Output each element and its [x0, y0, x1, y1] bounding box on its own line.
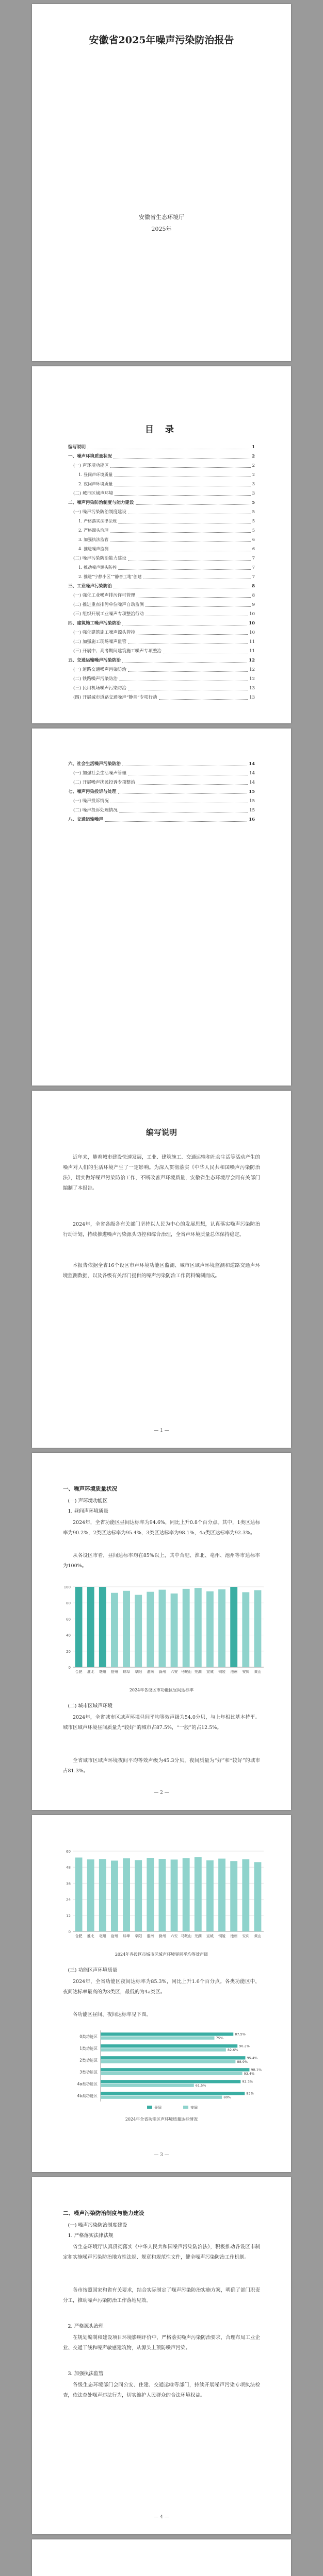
x-tick-label: 池州 [230, 1934, 238, 1938]
data-label: 93.4% [244, 2071, 255, 2076]
bar [101, 2092, 245, 2095]
daytime-compliance-bar-chart [55, 1582, 268, 1685]
toc-entry-text: 七、噪声污染投诉与处理 [68, 789, 117, 794]
body-paragraph: 2024年，全省功能区夜间达标率为85.3%，同比上升1.6个百分点。各类功能区中，夜间达标率最高的为3类区，最低的为4a类区。 [63, 1979, 260, 1995]
toc-entry-page: 15 [249, 789, 255, 794]
toc-entry[interactable] [68, 693, 255, 702]
section-1-page [32, 1453, 291, 1810]
toc-entry[interactable] [68, 609, 255, 619]
toc-entry[interactable] [68, 554, 255, 563]
toc-entry[interactable] [68, 470, 255, 480]
x-tick-label: 安庆 [242, 1670, 250, 1674]
toc-entry-text: (一) 声环境功能区 [73, 463, 109, 468]
foreword-paragraph: 2024年，全省各级各有关部门坚持以人民为中心的发展思想，认真落实噪声污染防治行动计划，持续推进噪声污染源头防控和综合治理，全省声环境质量总体保持稳定。 [63, 1222, 260, 1238]
toc-entry-page: 8 [252, 593, 255, 598]
data-label: 88.9% [237, 2059, 248, 2064]
bar [111, 1860, 118, 1931]
foreword-paragraph: 近年来，随着城市建设快速发展，工业、建筑施工、交通运输和社会生活等活动产生的噪声对人们的生活环境产生了一定影响。为深入贯彻落实《中华人民共和国噪声污染防治法》，切实做好噪声污染防治工作，不断改善声环境质量，安徽省生态环境厅会同有关部门编制了本报告。 [63, 1155, 260, 1191]
toc-entry-text: (二) 噪声投诉处理情况 [73, 808, 118, 813]
y-tick-label: 80 [66, 1601, 71, 1606]
toc-entry[interactable] [68, 674, 255, 684]
x-tick-label: 宣城 [206, 1670, 214, 1674]
toc-entry[interactable] [68, 563, 255, 572]
toc-entry[interactable] [68, 480, 255, 489]
toc-entry-page: 11 [249, 649, 255, 654]
x-tick-label: 合肥 [75, 1934, 83, 1938]
bar [147, 1592, 154, 1667]
y-tick-label: 4a类功能区 [77, 2081, 98, 2087]
toc-entry-page: 5 [252, 510, 255, 515]
toc-entry-text: 1. 昼间声环境质量 [78, 472, 113, 477]
toc-entry[interactable] [68, 535, 255, 545]
toc-entry-text: 2. 推进“宁静小区”“静音工地”创建 [78, 574, 142, 579]
chart-caption: 2024年全省功能区声环境质量达标情况 [125, 2117, 198, 2122]
x-tick-label: 蚌埠 [123, 1934, 131, 1938]
toc-entry[interactable] [68, 507, 255, 517]
toc-entry[interactable] [68, 684, 255, 693]
body-paragraph: 各市按照国家和省有关要求，结合实际制定了噪声污染防治实施方案，明确了部门职责分工，推动噪声污染防治工作落地见效。 [63, 2287, 260, 2303]
legend-swatch [147, 2106, 152, 2109]
x-tick-label: 阜阳 [135, 1670, 142, 1674]
body-paragraph: 2024年，全省功能区昼间达标率为94.6%，同比上升0.8个百分点。其中，1类区达标率为90.2%，2类区达标率为95.4%，3类区达标率为98.1%，4a类区达标率为92.3%。 [63, 1520, 260, 1536]
toc-entry-page: 1 [252, 445, 255, 450]
bar [230, 1587, 237, 1667]
x-tick-label: 淮南 [147, 1670, 154, 1674]
toc-entry-text: (二) 推进重点排污单位噪声自动监测 [73, 602, 144, 607]
bar [99, 1587, 106, 1667]
y-tick-label: 3类功能区 [79, 2070, 98, 2075]
toc-entry-text: (一) 噪声污染防治制度建设 [73, 510, 126, 515]
toc-entry[interactable] [68, 572, 255, 582]
toc-entry-text: 二、噪声污染防治制度与能力建设 [68, 500, 134, 505]
data-label: 61.5% [195, 2083, 206, 2088]
bar [87, 1859, 94, 1931]
x-tick-label: 马鞍山 [181, 1670, 192, 1674]
toc-entry[interactable] [68, 461, 255, 470]
subsection-heading: (一) 噪声污染防治制度建设 [68, 2223, 127, 2228]
section-heading: 一、噪声环境质量状况 [63, 1486, 117, 1492]
data-label: 90.2% [239, 2044, 250, 2048]
x-tick-label: 芜湖 [194, 1670, 202, 1674]
bar [135, 1860, 142, 1931]
toc-entry-text: (四) 开展城市道路交通噪声“静音”专项行动 [73, 695, 157, 700]
toc-entry[interactable] [68, 591, 255, 600]
toc-entry[interactable] [68, 545, 255, 554]
toc-entry-page: 5 [252, 528, 255, 533]
toc-entry-text: (三) 组织开展工业噪声专项整治行动 [73, 612, 144, 617]
x-tick-label: 芜湖 [194, 1934, 202, 1938]
toc-entry[interactable] [68, 452, 255, 461]
bar [135, 1595, 142, 1667]
bar [101, 2084, 194, 2087]
toc-entry-page: 13 [249, 686, 255, 691]
toc-entry-page: 10 [249, 612, 255, 617]
bar [123, 1591, 130, 1667]
toc-entry-page: 7 [252, 556, 255, 561]
x-tick-label: 铜陵 [218, 1670, 226, 1674]
chart-caption: 2024年各设区市城市区域声环境昼间平均等效声级 [115, 1952, 208, 1957]
toc-entry-text: (一) 噪声投诉情况 [73, 799, 109, 804]
bar [171, 1859, 178, 1931]
toc-entry[interactable] [68, 443, 255, 452]
y-tick-label: 4b类功能区 [77, 2093, 98, 2098]
toc-leader-dots [110, 467, 251, 468]
toc-entry[interactable] [68, 637, 255, 647]
toc-entry-page: 2 [252, 454, 255, 459]
bar [101, 2060, 235, 2063]
bar [101, 2068, 249, 2071]
toc-entry-page: 16 [249, 817, 255, 822]
toc-entry[interactable] [68, 806, 255, 815]
toc-entry-text: (一) 加强社会生活噪声管理 [73, 771, 126, 776]
y-tick-label: 24 [66, 1897, 71, 1902]
foreword-page [32, 1091, 291, 1448]
bar [75, 1857, 83, 1931]
toc-entry-page: 10 [249, 630, 255, 635]
toc-entry-page: 7 [252, 574, 255, 579]
body-paragraph: 2024年，全省城市区域声环境昼间平均等效声级为54.0分贝，与上年相比基本持平。城市区域声环境昼间质量为“较好”的城市占87.5%，“一般”的占12.5%。 [63, 1715, 260, 1731]
toc-entry-text: 八、交通运输噪声 [68, 817, 104, 822]
toc-entry-text: 五、交通运输噪声污染防治 [68, 658, 121, 663]
bar [101, 2044, 237, 2047]
y-tick-label: 12 [66, 1913, 71, 1918]
toc-entry-page: 13 [249, 695, 255, 700]
x-tick-label: 六安 [170, 1670, 178, 1674]
toc-entry-text: (二) 噪声污染防治能力建设 [73, 556, 126, 561]
data-label: 95.4% [247, 2056, 258, 2060]
toc-entry[interactable] [68, 656, 255, 665]
toc-list-continued [68, 759, 255, 824]
body-paragraph: 从各设区市看，昼间达标率均在85%以上，其中合肥、淮北、亳州、池州等市达标率为100%。 [63, 1553, 260, 1569]
toc-entry-text: (三) 开展中、高考期间建筑施工噪声专项整治 [73, 649, 162, 654]
x-tick-label: 宿州 [110, 1670, 118, 1674]
bar [183, 1589, 190, 1667]
toc-entry-page: 6 [252, 537, 255, 542]
bar [101, 2032, 233, 2036]
toc-entry-text: 3. 加强执法监管 [78, 537, 109, 542]
bar [242, 1592, 249, 1667]
regional-noise-level-bar-chart [55, 1846, 268, 1949]
toc-entry[interactable] [68, 787, 255, 796]
bar [159, 1859, 166, 1931]
bar [101, 2056, 245, 2059]
toc-leader-dots [128, 671, 248, 672]
toc-entry-text: 1. 严格落实法律法规 [78, 519, 117, 523]
bar [254, 1862, 262, 1931]
bar [101, 2072, 243, 2075]
y-tick-label: 2类功能区 [79, 2058, 98, 2063]
data-label: 98.1% [251, 2067, 262, 2072]
x-tick-label: 安庆 [242, 1934, 250, 1938]
toc-entry-text: 4. 推进噪声监测 [78, 547, 109, 551]
bar [111, 1593, 118, 1667]
x-tick-label: 淮南 [147, 1934, 154, 1938]
x-tick-label: 淮北 [87, 1670, 94, 1674]
bar [218, 1589, 225, 1667]
toc-leader-dots [105, 821, 247, 822]
bar [254, 1590, 262, 1667]
y-tick-label: 36 [66, 1882, 71, 1886]
bar [101, 2080, 240, 2083]
subsubsection-heading: 2. 严格源头治理 [68, 2324, 104, 2329]
body-paragraph: 各功能区昼间、夜间达标率见下图。 [73, 2012, 152, 2018]
toc-entry-text: (二) 开展噪声扰民投诉专项整治 [73, 780, 135, 785]
section-1-page-continued [32, 1815, 291, 2172]
toc-entry-page: 11 [249, 639, 255, 645]
toc-leader-dots [128, 643, 248, 644]
toc-leader-dots [128, 560, 251, 561]
x-tick-label: 宿州 [110, 1934, 118, 1938]
toc-leader-dots [118, 793, 248, 794]
toc-entry-page: 5 [252, 519, 255, 523]
toc-leader-dots [114, 458, 250, 459]
body-paragraph: 各级生态环境部门会同公安、住建、交通运输等部门，持续开展噪声污染专项执法检查，依法查处噪声违法行为，切实维护人民群众的合法环境权益。 [63, 2382, 260, 2398]
toc-entry-page: 15 [249, 799, 255, 804]
x-tick-label: 宣城 [206, 1934, 214, 1938]
toc-entry-text: 六、社会生活噪声污染防治 [68, 761, 121, 767]
cover-page [32, 4, 291, 361]
toc-entry[interactable] [68, 489, 255, 498]
bar [171, 1594, 178, 1667]
y-tick-label: 48 [66, 1866, 71, 1870]
toc-entry-page: 14 [249, 771, 255, 776]
y-tick-label: 0类功能区 [79, 2034, 98, 2039]
toc-entry[interactable] [68, 665, 255, 674]
y-tick-label: 60 [66, 1617, 71, 1622]
bar [242, 1859, 249, 1931]
bar [123, 1858, 130, 1931]
blank-page [32, 2539, 291, 2576]
toc-entry-page: 15 [249, 808, 255, 813]
toc-entry-page: 12 [249, 658, 255, 663]
x-tick-label: 池州 [230, 1670, 238, 1674]
toc-entry-text: (一) 强化工业噪声排污许可管理 [73, 593, 135, 598]
toc-entry-page: 2 [252, 472, 255, 477]
chart-caption: 2024年各设区市功能区昼间达标率 [129, 1688, 194, 1692]
bar [218, 1859, 225, 1931]
data-label: 75% [216, 2036, 223, 2040]
data-label: 80% [223, 2095, 231, 2099]
toc-list [68, 443, 255, 702]
body-paragraph: 全省城市区域声环境夜间平均等效声级为45.3分贝，夜间质量为“好”和“较好”的城市占81.3%。 [63, 1758, 260, 1774]
x-tick-label: 滁州 [158, 1934, 166, 1938]
y-tick-label: 1类功能区 [79, 2046, 98, 2051]
toc-entry-text: 三、工业噪声污染防治 [68, 584, 112, 589]
toc-entry[interactable] [68, 582, 255, 591]
section-heading: 二、噪声污染防治制度与能力建设 [63, 2210, 144, 2216]
x-tick-label: 马鞍山 [181, 1934, 192, 1938]
toc-entry[interactable] [68, 647, 255, 656]
subsection-heading: (三) 功能区声环境质量 [68, 1968, 118, 1973]
page-number: — 3 — [154, 2153, 169, 2158]
bar [99, 1859, 106, 1931]
bar [87, 1587, 94, 1667]
toc-entry[interactable] [68, 526, 255, 535]
bar [195, 1588, 202, 1667]
bar [183, 1858, 190, 1931]
x-tick-label: 六安 [170, 1934, 178, 1938]
page-number: — 1 — [154, 1428, 169, 1433]
bar [101, 2048, 226, 2052]
subsubsection-heading: 1. 严格落实法律法规 [68, 2233, 114, 2239]
toc-leader-dots [110, 532, 251, 533]
toc-leader-dots [122, 662, 247, 663]
body-paragraph: 在规划编制和建设项目环境影响评价中，严格落实噪声污染防治要求，合理布局工业企业、交通干线和噪声敏感建筑物，从源头上预防噪声污染。 [63, 2335, 260, 2351]
y-tick-label: 60 [66, 1850, 71, 1854]
toc-entry[interactable] [68, 600, 255, 609]
page-number: — 2 — [154, 1790, 169, 1795]
x-tick-label: 合肥 [75, 1670, 83, 1674]
toc-leader-dots [136, 504, 251, 505]
x-tick-label: 阜阳 [135, 1934, 142, 1938]
toc-entry-text: (二) 加强施工现场噪声监管 [73, 639, 126, 645]
foreword-paragraph: 本报告依据全省16个设区市声环境功能区监测、城市区域声环境监测和道路交通声环境监测数据，以及各级有关部门提供的噪声污染防治工作资料编制而成。 [63, 1263, 260, 1279]
y-tick-label: 0 [68, 1930, 71, 1934]
toc-entry[interactable] [68, 628, 255, 637]
toc-leader-dots [137, 634, 248, 635]
toc-entry-text: 2. 夜间声环境质量 [78, 482, 113, 486]
y-tick-label: 100 [63, 1585, 71, 1589]
bar [206, 1591, 214, 1667]
report-date: 2025年 [151, 226, 172, 232]
x-tick-label: 滁州 [158, 1670, 166, 1674]
legend-label: 夜间 [190, 2106, 198, 2110]
toc-page [32, 366, 291, 723]
toc-entry-page: 5 [252, 500, 255, 505]
toc-entry-text: 2. 严格源头治理 [78, 528, 109, 533]
bar [101, 2037, 215, 2040]
toc-entry-text: (二) 城市区域声环境 [73, 491, 114, 496]
bar [206, 1860, 214, 1931]
bar [101, 2096, 222, 2099]
toc-entry-page: 2 [252, 463, 255, 468]
toc-page-continued [32, 728, 291, 1086]
bar [230, 1861, 237, 1931]
toc-entry-text: (三) 民用机场噪声污染防治 [73, 686, 126, 691]
toc-entry[interactable] [68, 619, 255, 628]
toc-entry-page: 12 [249, 667, 255, 672]
toc-entry[interactable] [68, 498, 255, 507]
data-label: 87.5% [235, 2032, 246, 2037]
toc-entry-text: (二) 铁路噪声污染防治 [73, 676, 118, 682]
toc-entry-text: 编写说明 [68, 445, 86, 450]
toc-leader-dots [118, 569, 251, 570]
toc-entry-text: (一) 强化建筑施工噪声源头管控 [73, 630, 135, 635]
toc-leader-dots [146, 606, 251, 607]
toc-entry-page: 14 [249, 761, 255, 767]
x-tick-label: 亳州 [99, 1670, 106, 1674]
foreword-title: 编写说明 [146, 1128, 177, 1137]
report-title: 安徽省2025年噪声污染防治报告 [89, 35, 234, 46]
x-tick-label: 亳州 [99, 1934, 106, 1938]
toc-entry-page: 8 [252, 584, 255, 589]
data-label: 92.3% [242, 2079, 253, 2084]
y-tick-label: 20 [66, 1649, 71, 1654]
toc-title: 目 录 [145, 425, 178, 435]
data-label: 82.6% [227, 2047, 238, 2052]
toc-entry-page: 12 [249, 676, 255, 682]
toc-leader-dots [137, 597, 251, 598]
toc-entry-page: 7 [252, 565, 255, 570]
bar [159, 1590, 166, 1667]
toc-entry-text: 1. 推动噪声源头防控 [78, 565, 117, 570]
toc-entry[interactable] [68, 769, 255, 778]
toc-leader-dots [115, 495, 250, 496]
legend-swatch [183, 2106, 188, 2109]
body-paragraph: 省生态环境厅认真贯彻落实《中华人民共和国噪声污染防治法》，积极推动各设区市制定和实施噪声污染防治地方性法规、规章和规范性文件，健全噪声污染防治工作机制。 [63, 2244, 260, 2260]
page-number: — 4 — [154, 2515, 169, 2520]
bar [195, 1857, 202, 1931]
toc-leader-dots [110, 541, 251, 542]
x-tick-label: 蚌埠 [123, 1670, 131, 1674]
toc-entry[interactable] [68, 517, 255, 526]
toc-entry-page: 6 [252, 547, 255, 551]
toc-entry-page: 10 [249, 621, 255, 626]
subsection-heading: (一) 声环境功能区 [68, 1498, 108, 1504]
x-tick-label: 淮北 [87, 1934, 94, 1938]
toc-leader-dots [137, 784, 248, 785]
report-organization: 安徽省生态环境厅 [139, 214, 184, 221]
subsubsection-heading: 3. 加强执法监管 [68, 2371, 104, 2377]
toc-entry-text: (一) 道路交通噪声污染防治 [73, 667, 126, 672]
legend-label: 昼间 [154, 2106, 162, 2110]
toc-entry-page: 3 [252, 482, 255, 486]
subsection-heading: (二) 城市区域声环境 [68, 1703, 112, 1709]
toc-entry-text: 四、建筑施工噪声污染防治 [68, 621, 121, 626]
x-tick-label: 黄山 [254, 1670, 262, 1674]
x-tick-label: 铜陵 [218, 1934, 226, 1938]
x-tick-label: 黄山 [254, 1934, 262, 1938]
subsubsection-heading: 1. 昼间声环境质量 [68, 1509, 109, 1514]
toc-leader-dots [159, 699, 248, 700]
toc-entry-page: 3 [252, 491, 255, 496]
y-tick-label: 0 [68, 1666, 71, 1670]
bar [75, 1587, 83, 1667]
bar [147, 1858, 154, 1931]
data-label: 95% [246, 2091, 254, 2096]
y-tick-label: 40 [66, 1633, 71, 1638]
functional-zone-compliance-hbar-chart [55, 2026, 268, 2114]
toc-entry[interactable] [68, 815, 255, 824]
toc-entry-text: 一、噪声环境质量状况 [68, 454, 112, 459]
toc-entry-page: 9 [252, 602, 255, 607]
toc-entry-page: 14 [249, 780, 255, 785]
toc-entry[interactable] [68, 759, 255, 769]
toc-entry[interactable] [68, 778, 255, 787]
toc-entry[interactable] [68, 796, 255, 806]
section-2-page [32, 2177, 291, 2534]
